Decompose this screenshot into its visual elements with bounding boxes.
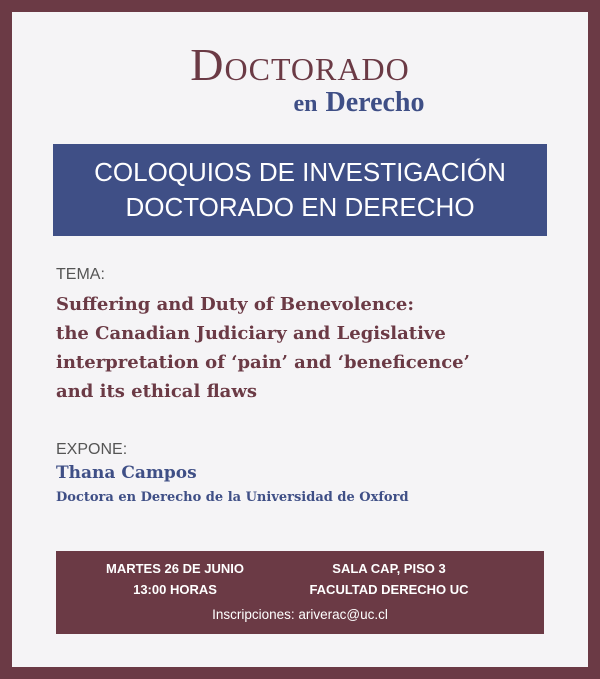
topic-line: and its ethical flaws: [56, 381, 257, 402]
logo-sub-en: en: [293, 91, 318, 117]
event-banner: [53, 144, 547, 236]
banner-line-1: COLOQUIOS DE INVESTIGACIÓN: [94, 157, 506, 187]
logo-sub-derecho: Derecho: [325, 87, 425, 118]
topic-title: [56, 290, 576, 406]
event-time: 13:00 HORAS: [133, 582, 217, 597]
logo-subtitle: [130, 88, 588, 122]
logo-title: Doctorado: [190, 39, 410, 90]
topic-line: the Canadian Judiciary and Legislative: [56, 323, 446, 344]
event-faculty: FACULTAD DERECHO UC: [309, 582, 469, 597]
speaker-name: Thana Campos: [56, 463, 197, 483]
topic-line: Suffering and Duty of Benevolence:: [56, 294, 415, 315]
tema-label: TEMA:: [56, 266, 105, 283]
banner-line-2: DOCTORADO EN DERECHO: [125, 192, 475, 222]
poster-card: [12, 12, 588, 667]
doctorado-logo: [12, 39, 588, 122]
registration-email[interactable]: Inscripciones: ariverac@uc.cl: [212, 607, 388, 622]
event-date: MARTES 26 DE JUNIO: [106, 561, 244, 576]
expone-label: EXPONE:: [56, 441, 128, 458]
topic-line: interpretation of ‘pain’ and ‘beneficence’: [56, 352, 470, 373]
event-room: SALA CAP, PISO 3: [332, 561, 446, 576]
event-info-box: [56, 551, 544, 634]
speaker-title: Doctora en Derecho de la Universidad de Oxford: [56, 490, 409, 505]
